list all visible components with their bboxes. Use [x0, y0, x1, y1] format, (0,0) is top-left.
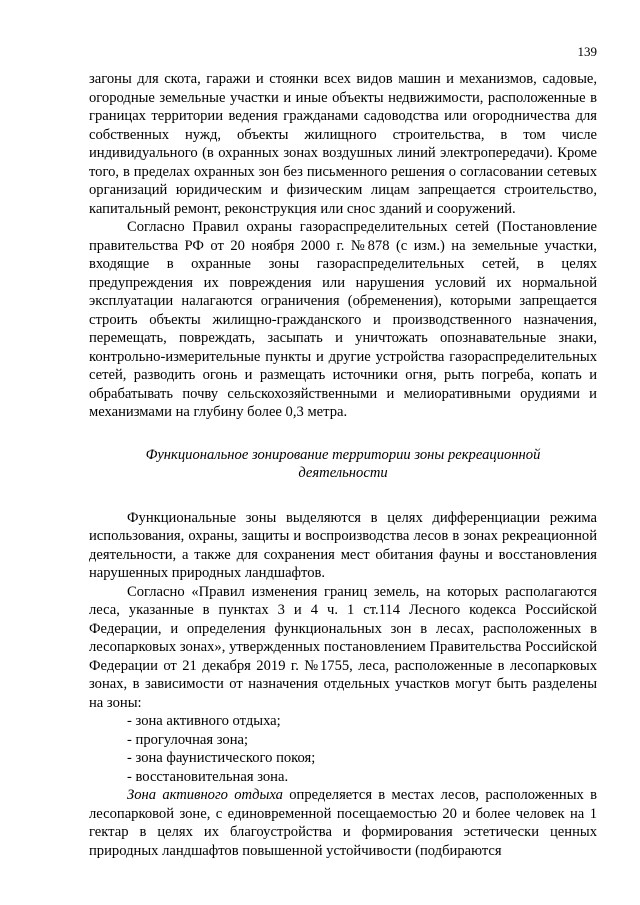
section-heading: Функциональное зонирование территории зоны рекреационной деятельности — [145, 446, 541, 481]
list-item: - зона фаунистического покоя; — [127, 750, 316, 766]
paragraph-active-zone-text: определяется в местах лесов, расположенных в лесопарковой зоне, с единовременной посещаемостью 20 и более человек на 1 гектар в целях их благоустройства и формирования эстетически ценных природных ландшафтов повышенной устойчивости (подбираются — [89, 787, 597, 859]
list-item: - прогулочная зона; — [127, 731, 249, 748]
list-item: - восстановительная зона. — [127, 768, 289, 785]
paragraph-active-zone — [89, 786, 597, 860]
term-active-zone: Зона активного отдыха — [127, 787, 283, 803]
document-body — [89, 70, 597, 860]
list-item: - зона активного отдыха; — [127, 713, 281, 729]
paragraph-functional-zones: Функциональные зоны выделяются в целях дифференциации режима использования, охраны, защиты и воспроизводства лесов в зонах рекреационной деятельности, а также для сохранения мест обитания фауны и восстановления нарушенных природных ландшафтов. — [89, 509, 597, 581]
paragraph-continuation: загоны для скота, гаражи и стоянки всех видов машин и механизмов, садовые, огородные земельные участки и иные объекты недвижимости, расположенные в границах территории ведения гражданами садоводства или огородничества для собственных нужд, объекты жилищного строительства, в том числе индивидуального (в охранных зонах воздушных линий электропередачи). Кроме того, в пределах охранных зон без письменного решения о согласовании сетевых организаций юридическим и физическим лицам запрещается строительство, капитальный ремонт, реконструкция или снос зданий и сооружений. — [89, 71, 597, 217]
paragraph-gas-networks: Согласно Правил охраны газораспределительных сетей (Постановление правительства РФ от 20 ноября 2000 г. №878 (с изм.) на земельные участки, входящие в охранные зоны газораспределительных сетей, в целях предупреждения их повреждения или нарушения условий их нормальной эксплуатации налагаются ограничения (обременения), которыми запрещается строить объекты жилищно-гражданского и производственного назначения, перемещать, повреждать, засыпать и уничтожать опознавательные знаки, контрольно-измерительные пункты и другие устройства газораспределительных сетей, разводить огонь и размещать источники огня, рыть погреба, копать и обрабатывать почву сельскохозяйственными и мелиоративными орудиями и механизмами на глубину более 0,3 метра. — [89, 219, 597, 420]
page-number: 139 — [577, 44, 597, 59]
paragraph-rules: Согласно «Правил изменения границ земель, на которых располагаются леса, указанные в пунктах 3 и 4 ч. 1 ст.114 Лесного кодекса Российской Федерации, и определения функциональных зон в лесах, расположенных в лесопарковых зонах», утвержденных постановлением Правительства Российской Федерации от 21 декабря 2019 г. №1755, леса, расположенные в лесопарковых зонах, в зависимости от назначения отдельных участков могут быть разделены на зоны: — [89, 583, 597, 711]
